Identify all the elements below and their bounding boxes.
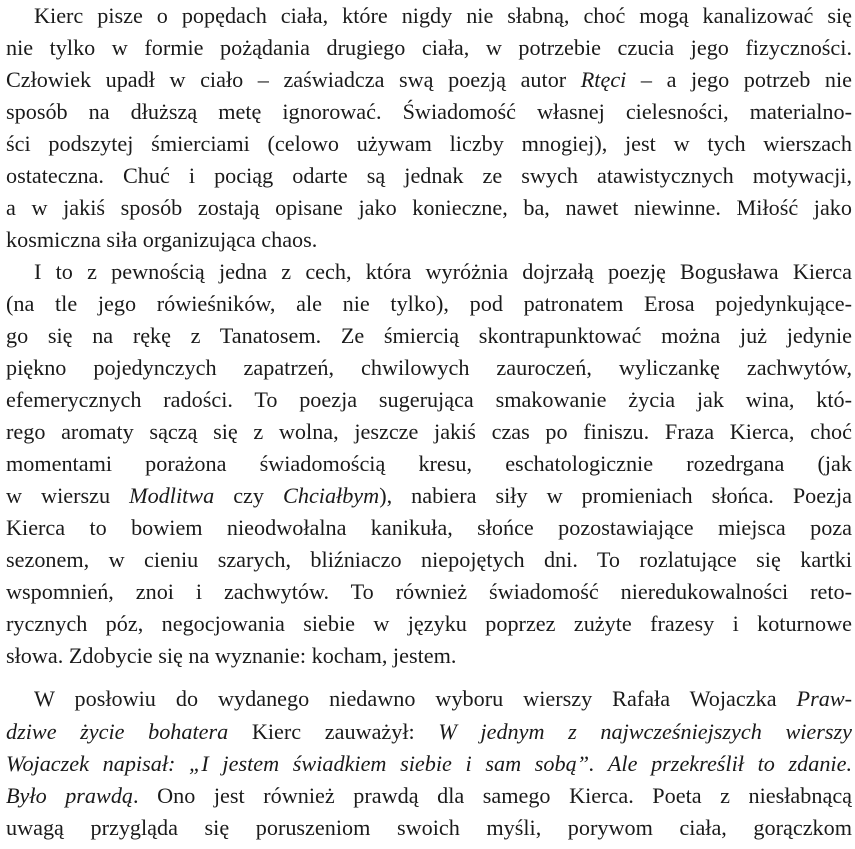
text-line: uwagą przygląda się poruszeniom swoich myśli, porywom ciała, gorączkom	[6, 815, 852, 840]
text-line: sposób na dłuższą metę ignorować. Świadomość własnej cielesności, materialno-	[6, 99, 852, 124]
text-line: momentami porażona świadomością kresu, eschatologicznie rozedrgana (jak	[6, 451, 852, 476]
text-line: Kierca to bowiem nieodwołalna kanikuła, słońce pozostawiające miejsca poza	[6, 515, 852, 540]
document-page	[6, 0, 852, 849]
text-line: piękno pojedynczych zapatrzeń, chwilowych zauroczeń, wyliczankę zachwytów,	[6, 355, 852, 380]
text-line: słowa. Zdobycie się na wyznanie: kocham, jestem.	[6, 643, 457, 668]
text-line: wspomnień, znoi i zachwytów. To również świadomość nieredukowalności reto-	[6, 579, 852, 604]
text-line: ści podszytej śmierciami (celowo używam liczby mnogiej), jest w tych wierszach	[6, 131, 852, 156]
text-line: Wojaczek napisał: „I jestem świadkiem siebie i sam sobą”. Ale przekreślił to zdanie.	[6, 751, 852, 776]
text-line: nie tylko w formie pożądania drugiego ciała, w potrzebie czucia jego fizyczności.	[6, 35, 852, 60]
text-line: rego aromaty sączą się z wolna, jeszcze jakiś czas po finiszu. Fraza Kierca, choć	[6, 419, 852, 444]
text-line: a w jakiś sposób zostają opisane jako konieczne, ba, nawet niewinne. Miłość jako	[6, 195, 852, 220]
text-line: Było prawdą. Ono jest również prawdą dla samego Kierca. Poeta z niesłabnącą	[6, 783, 852, 808]
text-line: dziwe życie bohatera Kierc zauważył: W jednym z najwcześniejszych wierszy	[6, 719, 852, 744]
text-line: efemerycznych radości. To poezja sugerująca smakowanie życia jak wina, któ-	[6, 387, 852, 412]
text-line: W posłowiu do wydanego niedawno wyboru wierszy Rafała Wojaczka Praw-	[34, 686, 852, 711]
text-line: I to z pewnością jedna z cech, która wyróżnia dojrzałą poezję Bogusława Kierca	[34, 259, 852, 284]
text-line: ostateczna. Chuć i pociąg odarte są jednak ze swych atawistycznych motywacji,	[6, 163, 852, 188]
text-line: go się na rękę z Tanatosem. Ze śmiercią skontrapunktować można już jedynie	[6, 323, 852, 348]
text-line: w wierszu Modlitwa czy Chciałbym), nabiera siły w promieniach słońca. Poezja	[6, 483, 852, 508]
text-line: Człowiek upadł w ciało – zaświadcza swą poezją autor Rtęci – a jego potrzeb nie	[6, 67, 852, 92]
text-line: (na tle jego rówieśników, ale nie tylko), pod patronatem Erosa pojedynkujące-	[6, 291, 852, 316]
text-line: rycznych póz, negocjowania siebie w języku poprzez zużyte frazesy i koturnowe	[6, 611, 852, 636]
text-line: kosmiczna siła organizująca chaos.	[6, 227, 318, 252]
text-line: sezonem, w cieniu szarych, bliźniaczo niepojętych dni. To rozlatujące się kartki	[6, 547, 852, 572]
text-line: Kierc pisze o popędach ciała, które nigdy nie słabną, choć mogą kanalizować się	[34, 3, 852, 28]
